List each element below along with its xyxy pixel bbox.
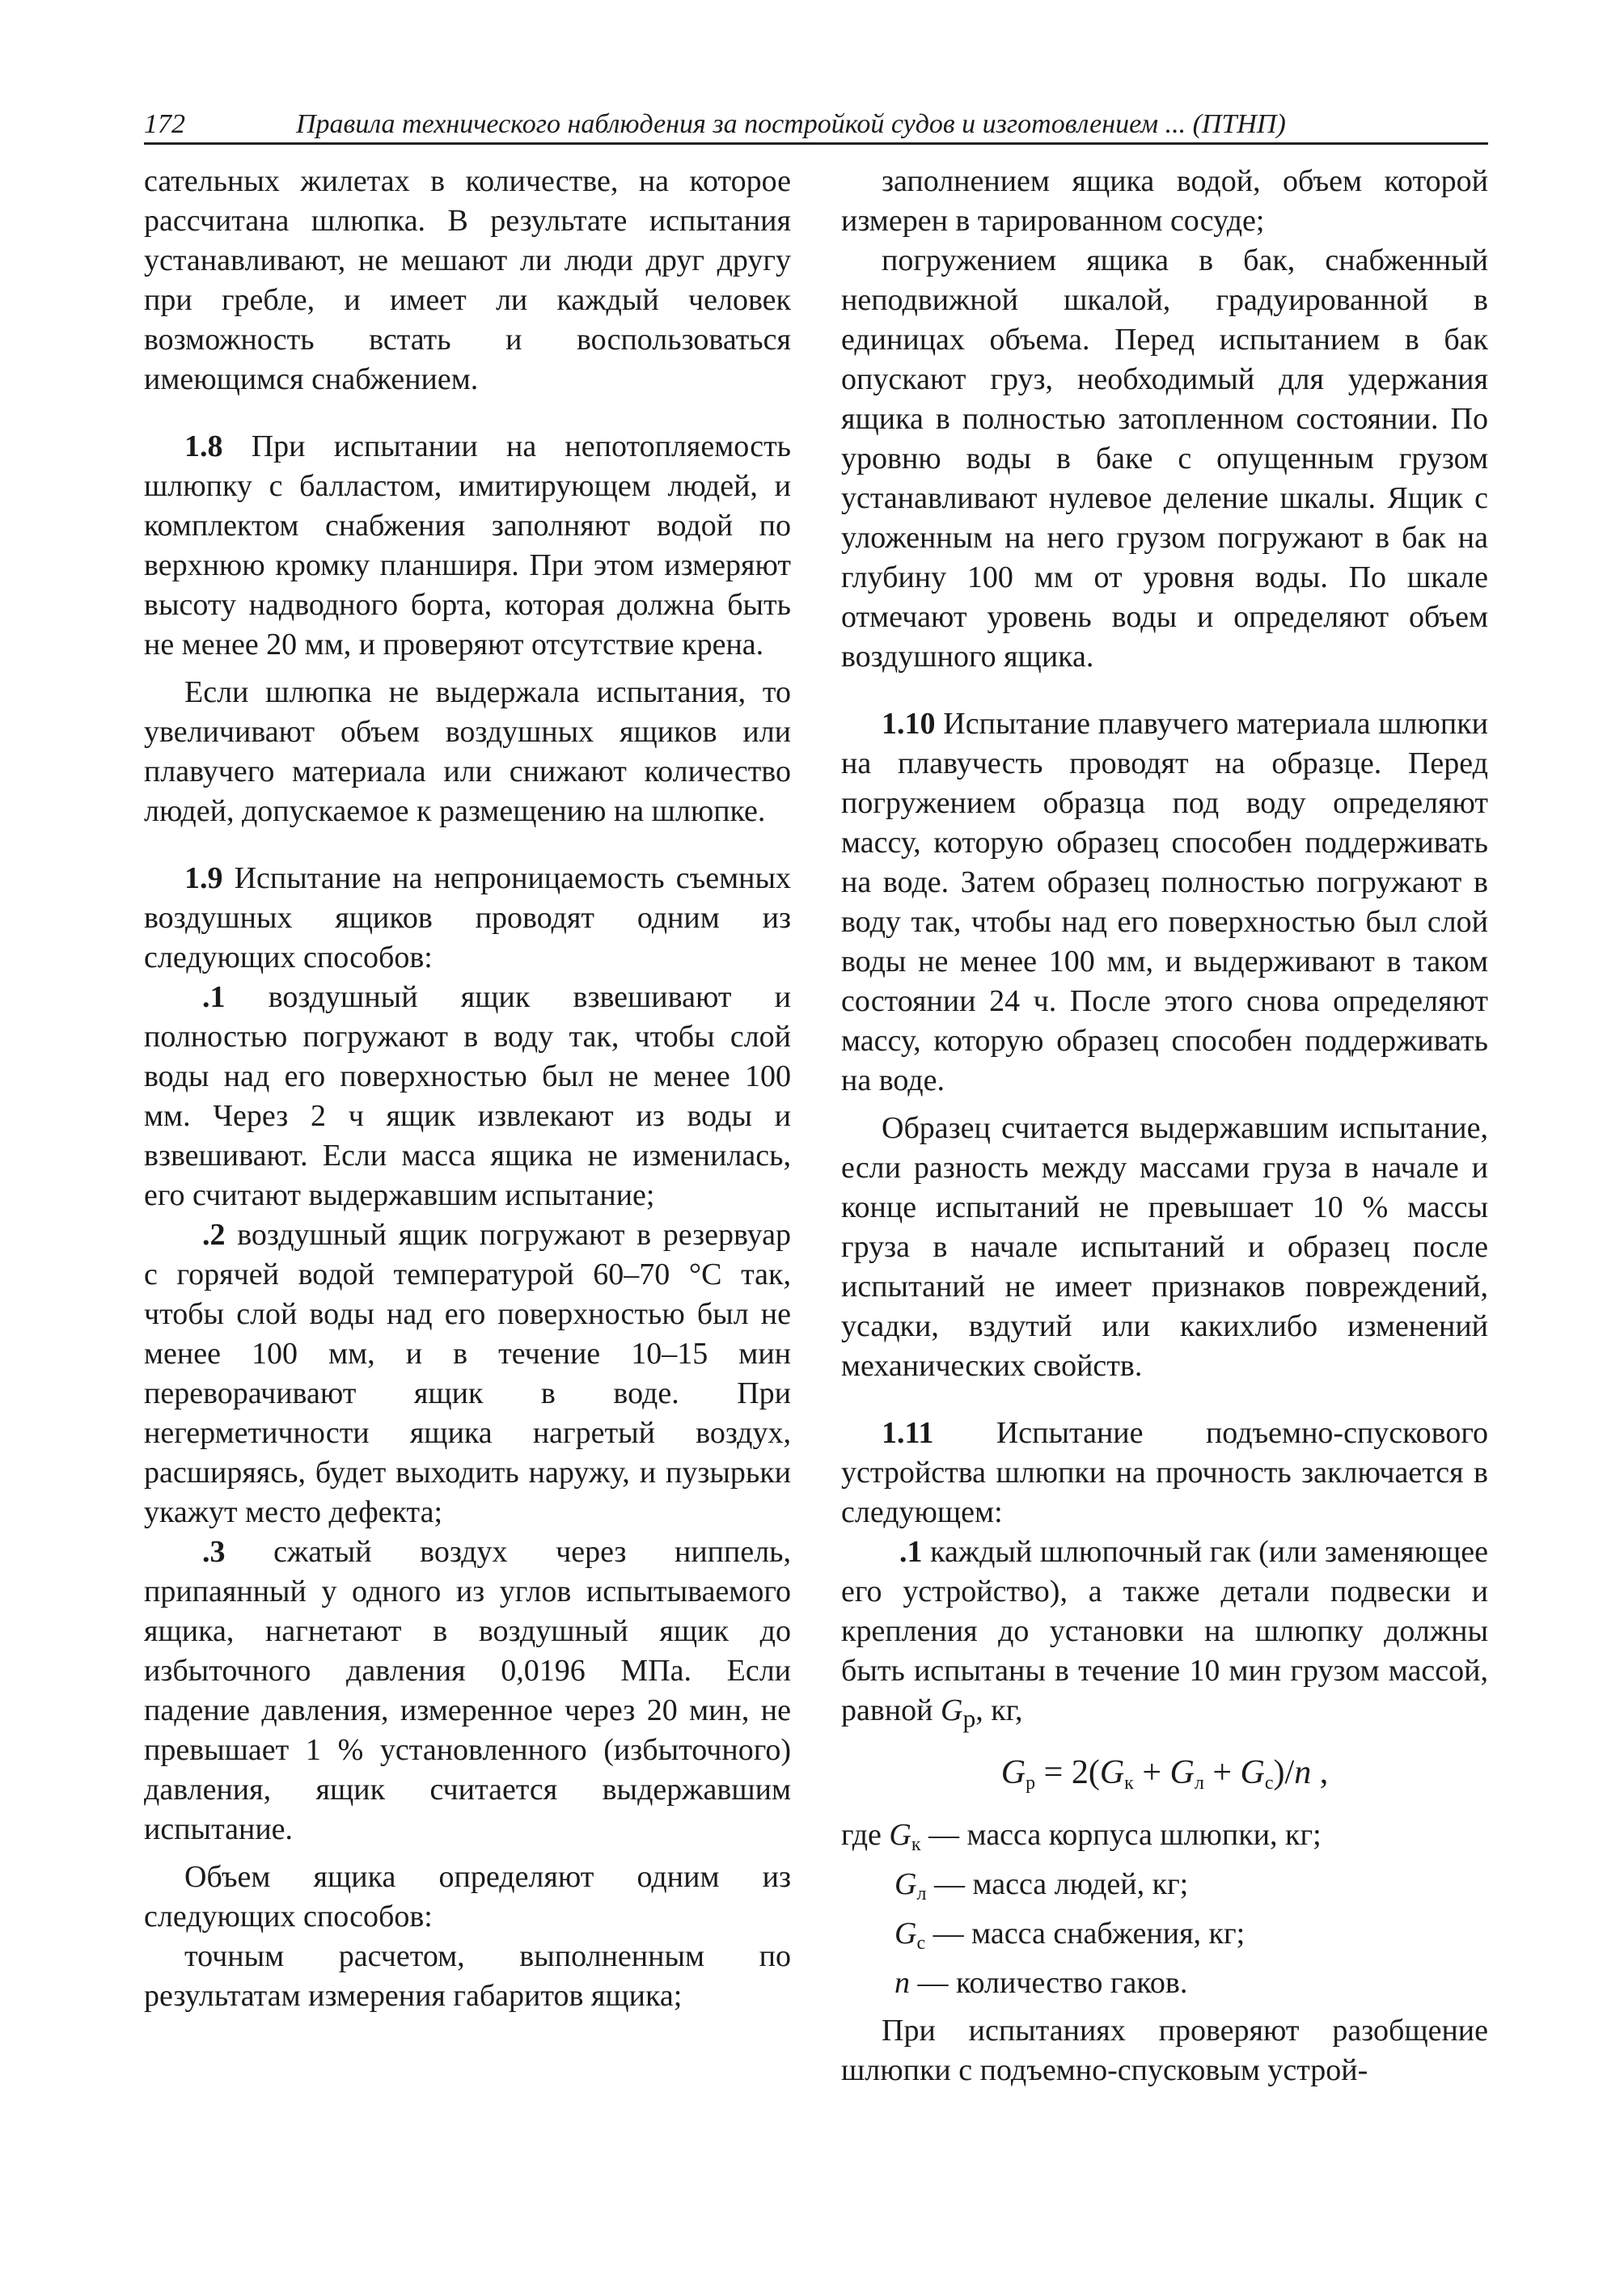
- paragraph-method-1: точным расчетом, выполненным по результатам измерения габаритов ящика;: [144, 1939, 791, 2013]
- section-1-9: [144, 859, 791, 978]
- where-symbol: n: [894, 1965, 910, 2000]
- where-line-4: [841, 1963, 1488, 2003]
- paragraph-volume: Объем ящика определяют одним из следующих способов:: [144, 1860, 791, 1934]
- paragraph-method-2: заполнением ящика водой, объем которой измерен в тарированном сосуде;: [841, 164, 1488, 238]
- item-number: .1: [899, 1535, 923, 1569]
- symbol-subscript: р: [962, 1704, 976, 1733]
- paragraph-method-3: погружением ящика в бак, снабженный неподвижной шкалой, градуированной в единицах объема. Перед испытанием в бак опускают груз, необходимый для удержания ящика в полностью затопленном состоянии. По уровню воды в баке с опущенным грузом устанавливают нулевое деление шкалы. Ящик с уложенным на него грузом погружают в бак на глубину 100 мм от уровня воды. По шкале отмечают уровень воды и определяют объем воздушного ящика.: [841, 243, 1488, 674]
- formula-eq: = 2(: [1035, 1753, 1100, 1791]
- section-1-8: [144, 427, 791, 665]
- item-number: .1: [202, 980, 226, 1014]
- where-subscript: к: [911, 1833, 921, 1855]
- list-item-1: [144, 978, 791, 1215]
- where-line-3: [841, 1914, 1488, 1963]
- item-unit: , кг,: [975, 1693, 1023, 1727]
- symbol: G: [940, 1693, 963, 1727]
- formula-term-1: G: [1099, 1753, 1125, 1791]
- where-prefix: где: [841, 1817, 890, 1852]
- paragraph-intro: сательных жилетах в количестве, на которое рассчитана шлюпка. В результате испытания устанавливают, не мешают ли люди друг другу при гребле, и имеет ли каждый человек возможность встать и воспользоваться имеющимся снабжением.: [144, 164, 791, 396]
- formula-plus-1: +: [1133, 1753, 1170, 1791]
- list-item-1: [841, 1532, 1488, 1739]
- formula-term-2: G: [1169, 1753, 1195, 1791]
- formula-term-3-sub: с: [1264, 1772, 1274, 1794]
- where-line-1: [841, 1815, 1488, 1865]
- formula-lhs: G: [1000, 1753, 1026, 1791]
- section-1-11: [841, 1414, 1488, 1532]
- section-1-10: [841, 704, 1488, 1101]
- section-text: При испытании на непотопляемость шлюпку с балластом, имитирующем людей, и комплектом снабжения заполняют водой по верхнюю кромку планширя. При этом измеряют высоту надводного борта, которая должна быть не менее 20 мм, и проверяют отсутствие крена.: [144, 429, 792, 662]
- where-symbol: G: [894, 1866, 917, 1901]
- item-number: .2: [202, 1218, 226, 1252]
- formula-term-3: G: [1240, 1753, 1265, 1791]
- item-text: воздушный ящик взвешивают и полностью погружают в воду так, чтобы слой воды над его поверхностью был не менее 100 мм. Через 2 ч ящик извлекают из воды и взвешивают. Если масса ящика не изменилась, его считают выдержавшим испытание;: [144, 980, 791, 1212]
- section-number: 1.8: [184, 429, 223, 463]
- where-line-2: [841, 1865, 1488, 1914]
- item-text: каждый шлюпочный гак (или заменяющее его устройство), а также детали подвески и крепления до установки на шлюпку должны быть испытаны в течение 10 мин грузом массой, равной: [841, 1535, 1488, 1727]
- formula-close: )/: [1273, 1753, 1295, 1791]
- running-header: [144, 107, 1488, 145]
- item-text: сжатый воздух через ниппель, припаянный у одного из углов испытываемого ящика, нагнетают в воздушный ящик до избыточного давления 0,0196 МПа. Если падение давления, измеренное через 20 мин, не превышает 1 % установленного (избыточного) давления, ящик считается выдержавшим испытание.: [144, 1535, 792, 1846]
- right-column: [841, 162, 1488, 2090]
- paragraph-1-10-2: Образец считается выдержавшим испытание, если разность между массами груза в начале и конце испытаний не превышает 10 % массы груза в начале испытаний и образец после испытаний не имеет признаков повреждений, усадки, вздутий или какихлибо изменений механических свойств.: [841, 1111, 1488, 1383]
- where-subscript: л: [916, 1883, 927, 1904]
- list-item-2: [144, 1215, 791, 1532]
- page-number: 172: [144, 109, 185, 139]
- where-text: — масса корпуса шлюпки, кг;: [920, 1817, 1322, 1852]
- formula: [841, 1750, 1488, 1806]
- where-text: — масса снабжения, кг;: [925, 1916, 1245, 1951]
- left-column: [144, 162, 791, 2016]
- section-text: Испытание на непроницаемость съемных воздушных ящиков проводят одним из следующих способов:: [144, 861, 791, 974]
- section-number: 1.10: [882, 707, 936, 741]
- formula-n: n: [1294, 1753, 1312, 1791]
- item-text: воздушный ящик погружают в резервуар с горячей водой температурой 60–70 °C так, чтобы слой воды над его поверхностью был не менее 100 мм, и в течение 10–15 мин переворачивают ящик в воде. При негерметичности ящика нагретый воздух, расширяясь, будет выходить наружу, и пузырьки укажут место дефекта;: [144, 1218, 792, 1529]
- formula-plus-2: +: [1203, 1753, 1241, 1791]
- formula-end: ,: [1311, 1753, 1329, 1791]
- item-number: .3: [202, 1535, 226, 1569]
- section-number: 1.9: [184, 861, 223, 895]
- paragraph-final: При испытаниях проверяют разобщение шлюпки с подъемно-спусковым устрой-: [841, 2013, 1488, 2087]
- where-text: — масса людей, кг;: [926, 1866, 1189, 1901]
- formula-term-1-sub: к: [1124, 1772, 1134, 1794]
- list-item-3: [144, 1532, 791, 1849]
- header-title: Правила технического наблюдения за постройкой судов и изготовлением ... (ПТНП): [296, 109, 1286, 139]
- paragraph-1-8-2: Если шлюпка не выдержала испытания, то увеличивают объем воздушных ящиков или плавучего материала или снижают количество людей, допускаемое к размещению на шлюпке.: [144, 675, 791, 828]
- where-symbol: G: [889, 1817, 911, 1852]
- formula-lhs-sub: р: [1026, 1772, 1036, 1794]
- where-subscript: с: [916, 1932, 926, 1954]
- section-text: Испытание подъемно-спускового устройства шлюпки на прочность заключается в следующем:: [841, 1416, 1489, 1529]
- where-text: — количество гаков.: [910, 1965, 1188, 2000]
- formula-term-2-sub: л: [1194, 1772, 1204, 1794]
- where-symbol: G: [894, 1916, 917, 1951]
- section-number: 1.11: [882, 1416, 934, 1450]
- section-text: Испытание плавучего материала шлюпки на плавучесть проводят на образце. Перед погружением образца под воду определяют массу, которую образец способен поддерживать на воде. Затем образец полностью погружают в воду так, чтобы над его поверхностью был слой воды не менее 100 мм, и выдерживают в таком состоянии 24 ч. После этого снова определяют массу, которую образец способен поддерживать на воде.: [841, 707, 1488, 1097]
